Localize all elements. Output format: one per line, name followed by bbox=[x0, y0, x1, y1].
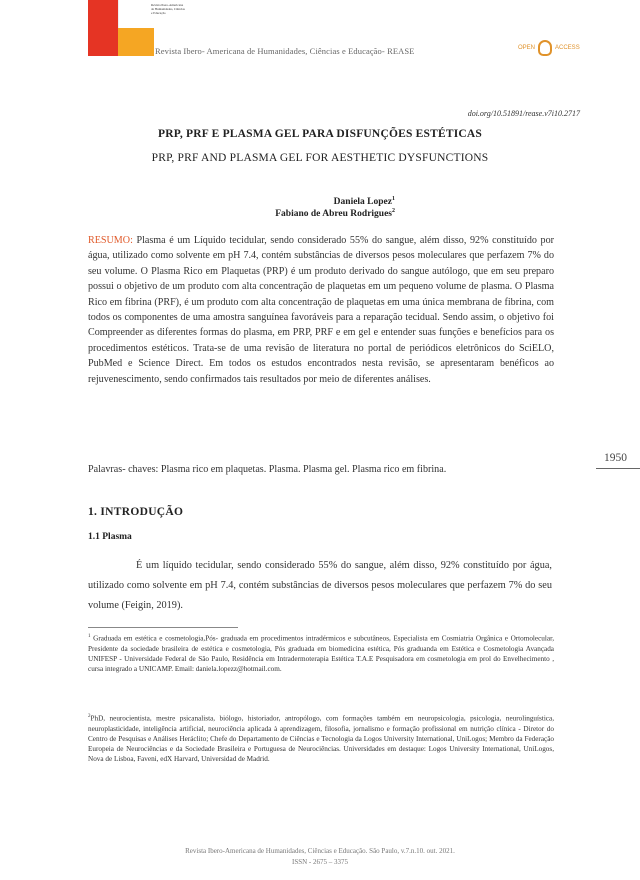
footnote-1-mark: 1 bbox=[88, 634, 91, 639]
open-access-badge bbox=[518, 40, 580, 56]
footer-citation: Revista Ibero-Americana de Humanidades, Ciências e Educação. São Paulo, v.7.n.10. out. 2021. bbox=[185, 847, 455, 855]
author-2 bbox=[275, 208, 395, 219]
title-english: PRP, PRF AND PLASMA GEL FOR AESTHETIC DYSFUNCTIONS bbox=[151, 152, 489, 164]
footnote-rule bbox=[88, 627, 238, 628]
author-1-name: Daniela Lopez bbox=[333, 197, 392, 208]
doi-link[interactable]: doi.org/10.51891/rease.v7i10.2717 bbox=[467, 109, 580, 118]
logo-block-red-bottom bbox=[88, 28, 118, 56]
page-number-rule bbox=[596, 468, 640, 469]
open-access-left: OPEN bbox=[518, 45, 536, 51]
logo-text: Revista Ibero-Americana de Humanidades, Ciências e Educação bbox=[151, 3, 185, 15]
subsection-heading: 1.1 Plasma bbox=[88, 532, 132, 542]
author-2-name: Fabiano de Abreu Rodrigues bbox=[275, 209, 392, 220]
logo-block-red-top bbox=[88, 0, 118, 28]
title-portuguese: PRP, PRF E PLASMA GEL PARA DISFUNÇÕES ESTÉTICAS bbox=[157, 128, 482, 140]
footnote-1-text: Graduada em estética e cosmetologia,Pós- graduada em procedimentos intradérmicos e subcutâneos, Especialista em Cosmiatria Orgânica e Ortomolecular, Presidente da sociedade brasileira de estética e cosmetologia, Pós graduada em biomedicina estética, Pós graduanda em Estética e Cosmetologia Avançada UNIFESP - Universidade Federal de São Paulo, Residência em Intradermoterapia Estética T.A.E Pesquisadora em cosmetologia em prol do Envelhecimento , cursa integrado a UNICAMP. Email: daniela.lopezz@hotmail.com. bbox=[88, 634, 554, 673]
abstract-text: Plasma é um Líquido tecidular, sendo considerado 55% do sangue, além disso, 92% constituído por água, utilizado como solvente em pH 7.4, contém substâncias de diversos pesos moleculares que perfazem 7% do seu volume. O Plasma Rico em Plaquetas (PRP) é um produto derivado do sangue autólogo, que em seu preparo possui o objetivo de um produto com alta concentração de plaquetas em um pequeno volume de plasma. O Plasma Rico em fibrina (PRF), é um produto com alta concentração de plaquetas em uma única membrana de fibrina, com todos os componentes de uma amostra sanguínea favoráveis para a reparação tecidual. Sendo assim, o objetivo foi Compreender as diferentes formas do plasma, em PRP, PRF e em gel e entender suas funções e benefícios para os procedimentos estéticos. Trata-se de uma revisão de literatura no portal de periódicos eletrônicos do SciELO, PubMed e Science Direct. Em todos os estudos encontrados nesta revisão, se apresentaram benéficos ao rejuvenescimento, sendo confirmados tais resultados por meio de diferentes análises. bbox=[88, 235, 554, 385]
logo-block-white bbox=[118, 0, 185, 28]
journal-logo bbox=[88, 0, 185, 56]
footnote-2-mark: 2 bbox=[88, 714, 91, 719]
intro-paragraph: É um líquido tecidular, sendo considerado 55% do sangue, além disso, 92% constituído por água, utilizado como solvente em pH 7.4, contém substâncias de diversos pesos moleculares que perfazem 7% do seu volume (Feigin, 2019). bbox=[88, 560, 552, 611]
section-heading: 1. INTRODUÇÃO bbox=[88, 506, 184, 518]
open-access-right: ACCESS bbox=[555, 45, 580, 51]
author-1-mark: 1 bbox=[392, 196, 395, 202]
author-1 bbox=[334, 196, 395, 207]
footnote-2 bbox=[88, 712, 554, 764]
footnote-1 bbox=[88, 632, 554, 674]
abstract bbox=[88, 233, 554, 387]
open-lock-icon bbox=[538, 40, 552, 56]
footer-issn: ISSN - 2675 – 3375 bbox=[291, 858, 348, 866]
keywords: Palavras- chaves: Plasma rico em plaquetas. Plasma. Plasma gel. Plasma rico em fibrina. bbox=[88, 464, 447, 475]
abstract-label: RESUMO: bbox=[88, 235, 133, 246]
page-number: 1950 bbox=[604, 452, 627, 464]
journal-header-line: Revista Ibero- Americana de Humanidades, Ciências e Educação- REASE bbox=[155, 46, 415, 56]
author-2-mark: 2 bbox=[392, 208, 395, 214]
footnote-2-text: PhD, neurocientista, mestre psicanalista, biólogo, historiador, antropólogo, com formações também em neuropsicologia, psicologia, neurolinguística, neuroplasticidade, inteligência artificial, neurociência aplicada à aprendizagem, filosofia, jornalismo e formação profissional em nutrição clínica - Diretor do Centro de Pesquisas e Análises Heráclito; Chefe do Departamento de Ciências e Tecnologia da Logos University International, UniLogos; Membro da Federação Europeia de Neurociências e da Sociedade Brasileira e Portuguesa de Neurociências. Universidades em destaque: Logos University International, UniLogos, Nova de Lisboa, Faveni, edX Harvard, Universidad de Madrid. bbox=[88, 714, 554, 764]
logo-block-orange bbox=[118, 28, 154, 56]
